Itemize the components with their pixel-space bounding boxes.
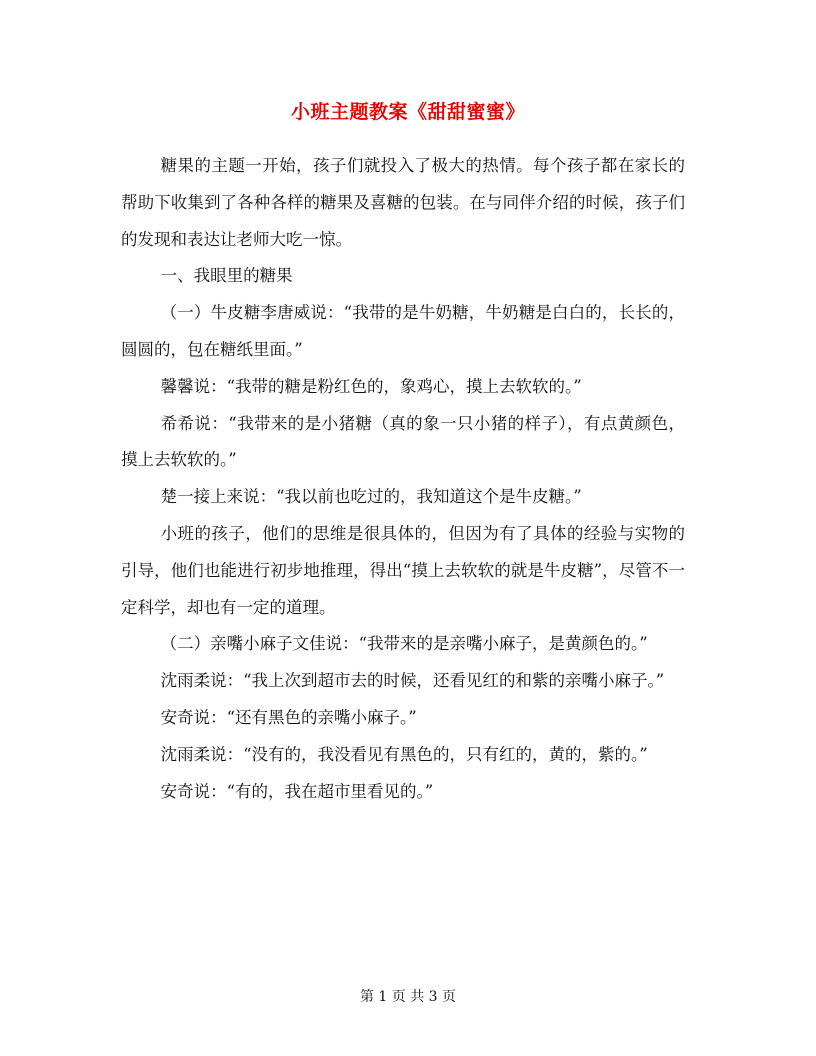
paragraph-5: 希希说：“我带来的是小猪糖（真的象一只小猪的样子），有点黄颜色，摸上去软软的。”: [121, 413, 685, 470]
page-number-footer: 第 1 页 共 3 页: [359, 989, 457, 1005]
paragraph-10: 安奇说：“还有黑色的亲嘴小麻子。”: [160, 707, 417, 727]
paragraph-4: 馨馨说：“我带的糖是粉红色的，象鸡心，摸上去软软的。”: [160, 376, 582, 396]
section-heading: 一、我眼里的糖果: [160, 266, 293, 286]
paragraph-1: 糖果的主题一开始，孩子们就投入了极大的热情。每个孩子都在家长的帮助下收集到了各种各样的糖果及喜糖的包装。在与同伴介绍的时候，孩子们的发现和表达让老师大吃一惊。: [121, 156, 685, 249]
paragraph-12: 安奇说：“有的，我在超市里看见的。”: [160, 781, 434, 801]
paragraph-11: 沈雨柔说：“没有的，我没看见有黑色的，只有红的，黄的，紫的。”: [160, 744, 648, 764]
document-body: [121, 148, 685, 810]
paragraph-8: （二）亲嘴小麻子文佳说：“我带来的是亲嘴小麻子，是黄颜色的。”: [160, 634, 648, 654]
paragraph-9: 沈雨柔说：“我上次到超市去的时候，还看见红的和紫的亲嘴小麻子。”: [160, 671, 665, 691]
paragraph-3: （一）牛皮糖李唐威说：“我带的是牛奶糖，牛奶糖是白白的，长长的，圆圆的，包在糖纸里面。”: [121, 303, 685, 359]
paragraph-6: 楚一接上来说：“我以前也吃过的，我知道这个是牛皮糖。”: [160, 487, 582, 507]
document-title: 小班主题教案《甜甜蜜蜜》: [290, 101, 525, 123]
paragraph-7: 小班的孩子，他们的思维是很具体的，但因为有了具体的经验与实物的引导，他们也能进行初步地推理，得出“摸上去软软的就是牛皮糖”，尽管不一定科学，却也有一定的道理。: [121, 523, 685, 617]
